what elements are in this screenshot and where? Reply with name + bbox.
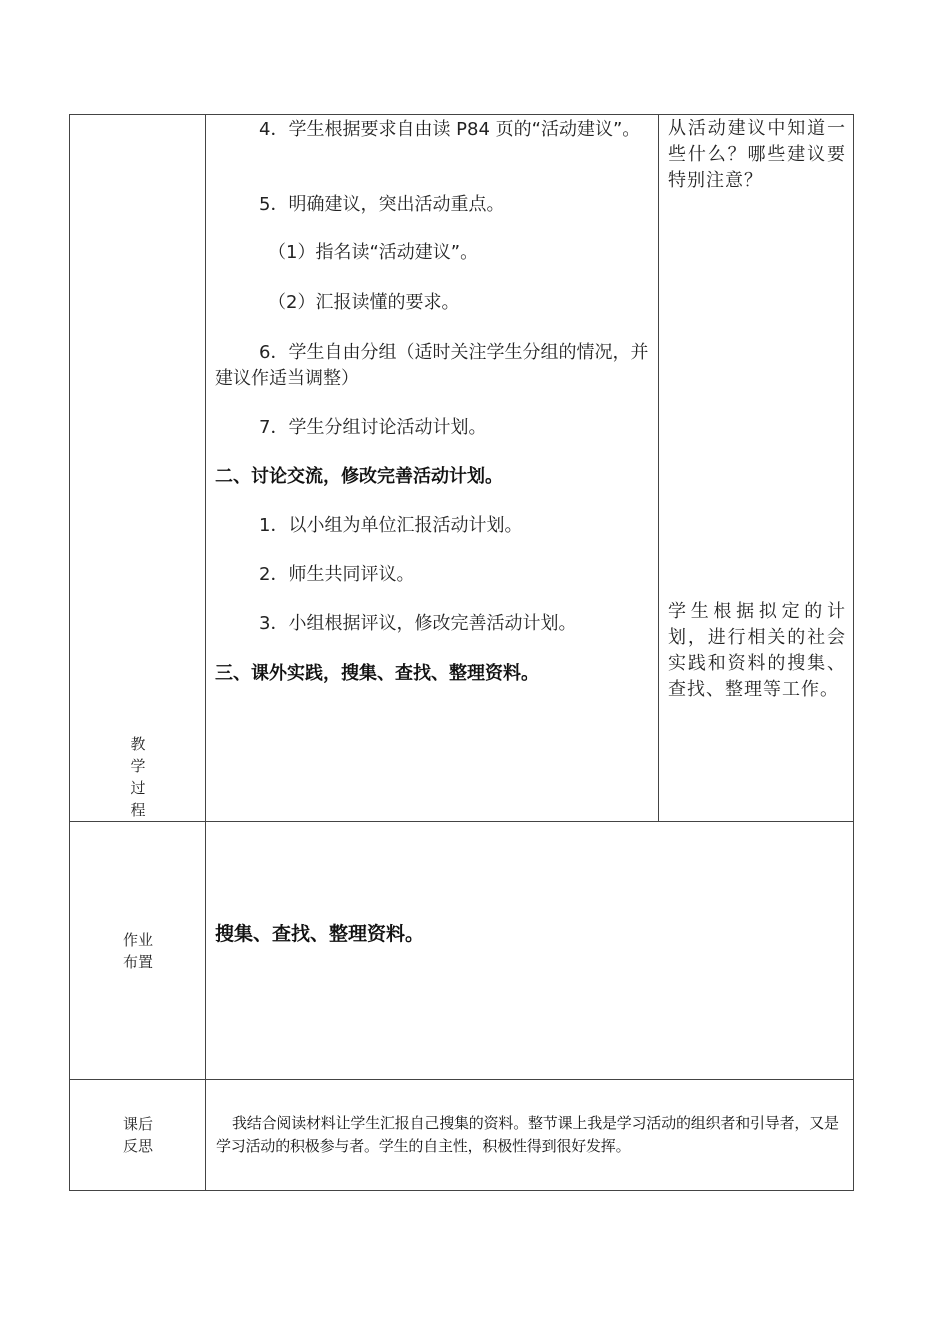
process-step-6: 6．学生自由分组（适时关注学生分组的情况，并建议作适当调整）: [215, 342, 649, 389]
table-border-left: [69, 114, 70, 1190]
process-note-2: 学生根据拟定的计划，进行相关的社会实践和资料的搜集、查找、整理等工作。: [668, 601, 846, 700]
process-section-2-heading: 二、讨论交流，修改完善活动计划。: [215, 466, 503, 487]
process-step-5-2: （2）汇报读懂的要求。: [268, 292, 460, 313]
process-step-7: 7．学生分组讨论活动计划。: [259, 417, 487, 438]
table-border-bottom: [69, 1190, 854, 1191]
reflection-row-label: 课后 反思: [122, 1115, 153, 1155]
homework-content: 搜集、查找、整理资料。: [215, 923, 425, 945]
process-section-2-item-1: 1．以小组为单位汇报活动计划。: [259, 515, 523, 536]
process-row-label: 教 学 过 程: [130, 735, 146, 819]
notes-column-divider: [658, 114, 659, 821]
process-section-3-heading: 三、课外实践，搜集、查找、整理资料。: [215, 663, 539, 684]
process-step-4: 4．学生根据要求自由读 P84 页的“活动建议”。: [259, 119, 641, 140]
homework-row-label: 作业 布置: [122, 931, 153, 971]
table-divider-1: [69, 821, 854, 822]
process-step-5: 5．明确建议，突出活动重点。: [259, 194, 505, 215]
process-section-2-item-2: 2．师生共同评议。: [259, 564, 415, 585]
process-step-5-1: （1）指名读“活动建议”。: [268, 242, 479, 263]
process-section-2-item-3: 3．小组根据评议，修改完善活动计划。: [259, 613, 577, 634]
table-border-top: [69, 114, 854, 115]
table-border-right: [853, 114, 854, 1190]
process-note-1: 从活动建议中知道一些什么？哪些建议要特别注意？: [668, 118, 846, 191]
reflection-content: 我结合阅读材料让学生汇报自己搜集的资料。整节课上我是学习活动的组织者和引导者，又是学习活动的积极参与者。学生的自主性，积极性得到很好发挥。: [216, 1114, 839, 1155]
label-column-divider: [205, 114, 206, 1190]
table-divider-2: [69, 1079, 854, 1080]
